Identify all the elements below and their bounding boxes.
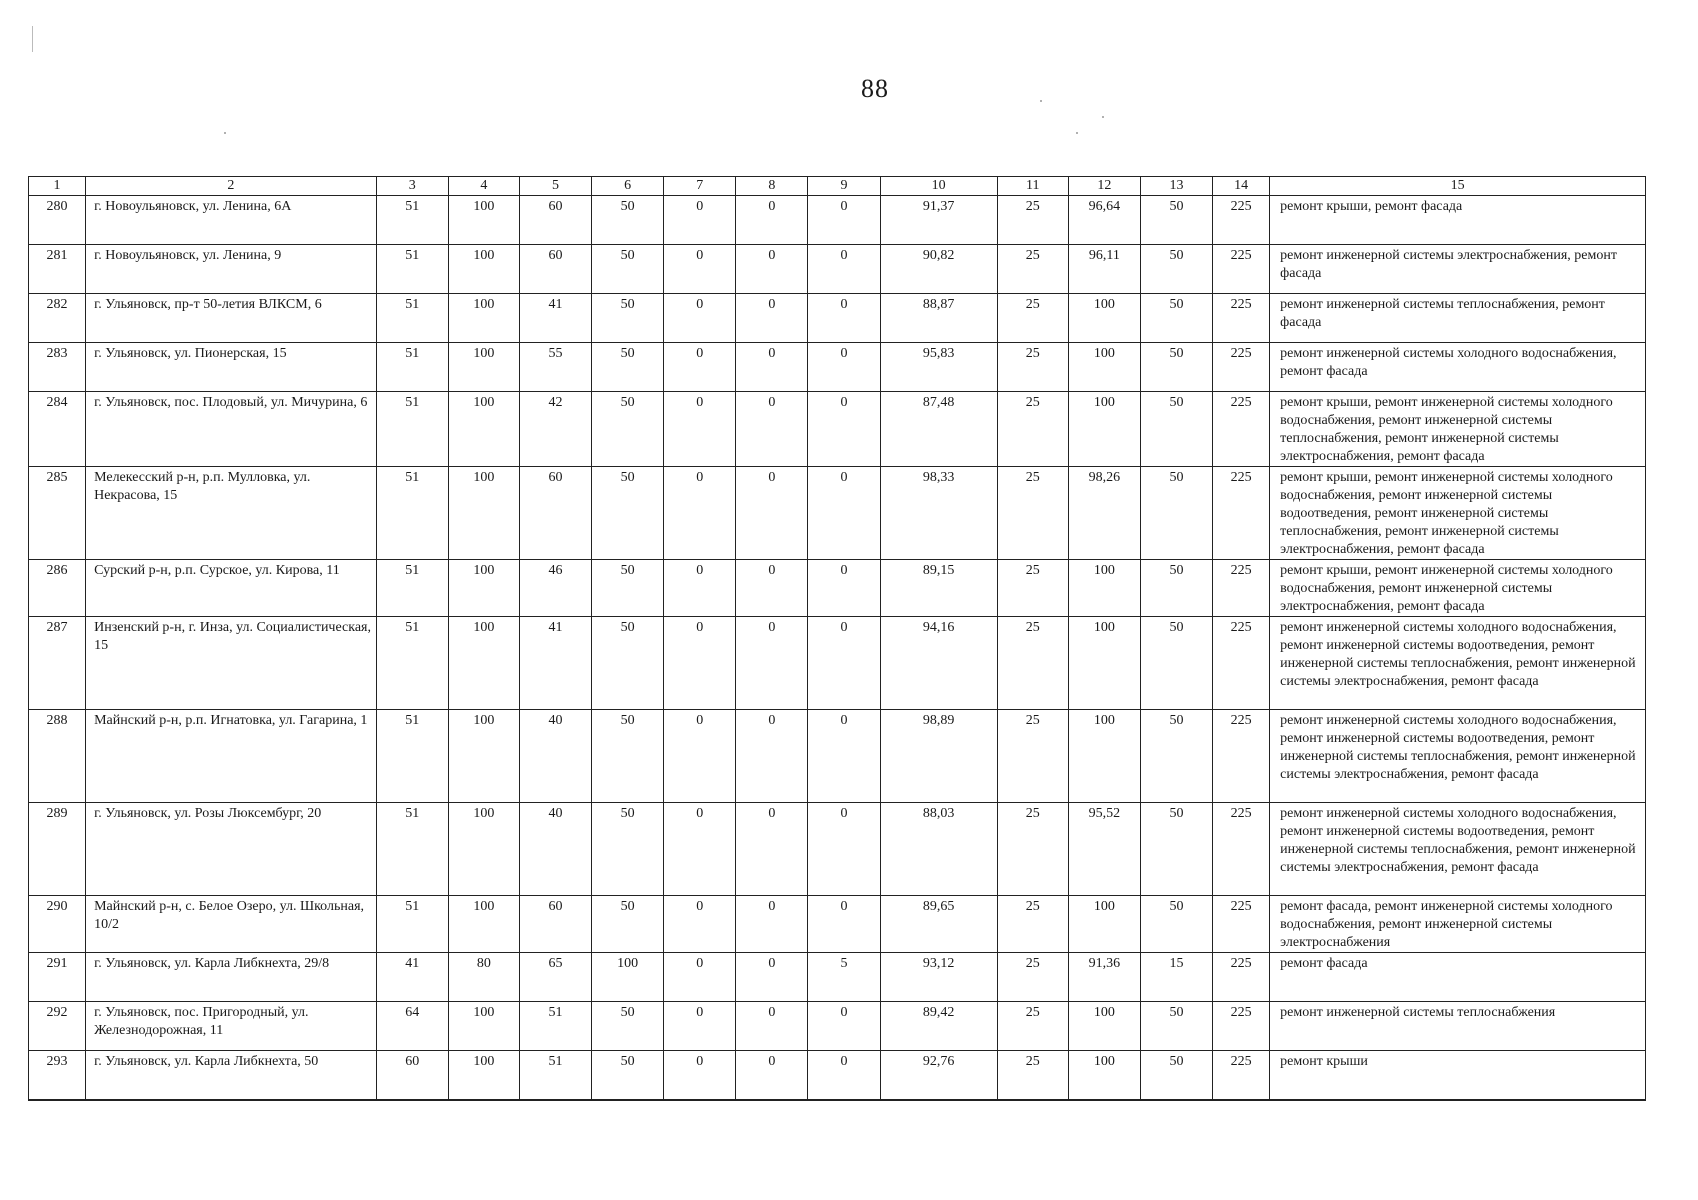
- cell-col-6: 50: [592, 196, 664, 245]
- cell-col-12: 95,52: [1068, 803, 1140, 896]
- cell-col-4: 100: [448, 1002, 519, 1051]
- cell-col-13: 50: [1140, 294, 1212, 343]
- cell-col-14: 225: [1213, 1051, 1270, 1100]
- table-row: [29, 1002, 1646, 1051]
- cell-col-6: 100: [592, 953, 664, 1002]
- cell-col-14: 225: [1213, 294, 1270, 343]
- cell-col-12: 96,11: [1068, 245, 1140, 294]
- cell-col-9: 0: [808, 392, 880, 467]
- cell-col-14: 225: [1213, 896, 1270, 953]
- cell-col-11: 25: [997, 1051, 1068, 1100]
- cell-col-11: 25: [997, 560, 1068, 617]
- column-header-5: 5: [519, 177, 591, 196]
- cell-col-9: 0: [808, 467, 880, 560]
- cell-work-types: ремонт крыши, ремонт фасада: [1270, 196, 1646, 245]
- cell-work-types: ремонт крыши, ремонт инженерной системы холодного водоснабжения, ремонт инженерной системы водоотведения, ремонт инженерной системы теплоснабжения, ремонт инженерной системы электроснабжения, ремонт фасада: [1270, 467, 1646, 560]
- cell-col-11: 25: [997, 245, 1068, 294]
- cell-col-13: 50: [1140, 710, 1212, 803]
- cell-address: г. Ульяновск, ул. Пионерская, 15: [86, 343, 377, 392]
- cell-row-number: 289: [29, 803, 86, 896]
- cell-col-9: 5: [808, 953, 880, 1002]
- cell-col-13: 50: [1140, 896, 1212, 953]
- cell-address: Мелекесский р-н, р.п. Мулловка, ул. Некрасова, 15: [86, 467, 377, 560]
- table-row: [29, 617, 1646, 710]
- cell-col-4: 100: [448, 467, 519, 560]
- cell-col-5: 51: [519, 1002, 591, 1051]
- cell-col-14: 225: [1213, 245, 1270, 294]
- cell-col-9: 0: [808, 560, 880, 617]
- cell-col-10: 93,12: [880, 953, 997, 1002]
- cell-address: Майнский р-н, р.п. Игнатовка, ул. Гагарина, 1: [86, 710, 377, 803]
- cell-col-13: 50: [1140, 343, 1212, 392]
- cell-col-8: 0: [736, 560, 808, 617]
- cell-work-types: ремонт инженерной системы электроснабжения, ремонт фасада: [1270, 245, 1646, 294]
- cell-col-14: 225: [1213, 343, 1270, 392]
- cell-col-12: 100: [1068, 710, 1140, 803]
- cell-col-12: 100: [1068, 343, 1140, 392]
- cell-col-3: 51: [376, 343, 448, 392]
- cell-col-4: 100: [448, 392, 519, 467]
- cell-row-number: 290: [29, 896, 86, 953]
- cell-col-11: 25: [997, 343, 1068, 392]
- table-row: [29, 1051, 1646, 1100]
- column-header-10: 10: [880, 177, 997, 196]
- cell-col-9: 0: [808, 803, 880, 896]
- cell-col-7: 0: [664, 245, 736, 294]
- cell-col-13: 50: [1140, 392, 1212, 467]
- scan-speck: [1102, 116, 1104, 118]
- cell-col-9: 0: [808, 896, 880, 953]
- cell-col-6: 50: [592, 560, 664, 617]
- cell-col-4: 100: [448, 896, 519, 953]
- cell-col-8: 0: [736, 803, 808, 896]
- cell-col-5: 41: [519, 294, 591, 343]
- cell-col-5: 60: [519, 467, 591, 560]
- cell-col-10: 98,33: [880, 467, 997, 560]
- cell-col-11: 25: [997, 617, 1068, 710]
- cell-col-4: 100: [448, 560, 519, 617]
- cell-col-10: 88,87: [880, 294, 997, 343]
- table-row: [29, 392, 1646, 467]
- cell-col-8: 0: [736, 343, 808, 392]
- table-row: [29, 710, 1646, 803]
- cell-row-number: 283: [29, 343, 86, 392]
- cell-row-number: 293: [29, 1051, 86, 1100]
- cell-col-3: 51: [376, 710, 448, 803]
- column-header-15: 15: [1270, 177, 1646, 196]
- scan-speck: [1040, 100, 1042, 102]
- cell-col-12: 91,36: [1068, 953, 1140, 1002]
- cell-col-8: 0: [736, 710, 808, 803]
- cell-address: Майнский р-н, с. Белое Озеро, ул. Школьная, 10/2: [86, 896, 377, 953]
- table-row: [29, 343, 1646, 392]
- cell-col-3: 41: [376, 953, 448, 1002]
- cell-col-9: 0: [808, 617, 880, 710]
- cell-col-12: 100: [1068, 1051, 1140, 1100]
- cell-work-types: ремонт инженерной системы теплоснабжения: [1270, 1002, 1646, 1051]
- cell-col-14: 225: [1213, 710, 1270, 803]
- column-header-3: 3: [376, 177, 448, 196]
- cell-col-5: 41: [519, 617, 591, 710]
- cell-col-11: 25: [997, 953, 1068, 1002]
- cell-col-3: 64: [376, 1002, 448, 1051]
- cell-col-5: 60: [519, 896, 591, 953]
- cell-col-9: 0: [808, 710, 880, 803]
- page-number: 88: [861, 74, 889, 103]
- cell-col-11: 25: [997, 196, 1068, 245]
- cell-col-6: 50: [592, 294, 664, 343]
- cell-col-12: 96,64: [1068, 196, 1140, 245]
- cell-col-6: 50: [592, 1051, 664, 1100]
- cell-address: г. Ульяновск, пр-т 50-летия ВЛКСМ, 6: [86, 294, 377, 343]
- cell-col-6: 50: [592, 467, 664, 560]
- cell-work-types: ремонт фасада, ремонт инженерной системы холодного водоснабжения, ремонт инженерной системы электроснабжения: [1270, 896, 1646, 953]
- cell-col-8: 0: [736, 617, 808, 710]
- column-header-12: 12: [1068, 177, 1140, 196]
- cell-col-6: 50: [592, 617, 664, 710]
- cell-work-types: ремонт крыши: [1270, 1051, 1646, 1100]
- cell-col-6: 50: [592, 1002, 664, 1051]
- column-header-2: 2: [86, 177, 377, 196]
- cell-col-13: 50: [1140, 803, 1212, 896]
- data-table: [28, 176, 1646, 1101]
- cell-row-number: 286: [29, 560, 86, 617]
- cell-col-9: 0: [808, 343, 880, 392]
- cell-row-number: 292: [29, 1002, 86, 1051]
- cell-work-types: ремонт инженерной системы холодного водоснабжения, ремонт инженерной системы водоотведения, ремонт инженерной системы теплоснабжения, ремонт инженерной системы электроснабжения, ремонт фасада: [1270, 803, 1646, 896]
- cell-col-12: 100: [1068, 1002, 1140, 1051]
- scan-speck: [1076, 132, 1078, 134]
- cell-col-8: 0: [736, 196, 808, 245]
- cell-col-7: 0: [664, 467, 736, 560]
- cell-col-5: 65: [519, 953, 591, 1002]
- cell-col-5: 40: [519, 803, 591, 896]
- cell-col-4: 100: [448, 617, 519, 710]
- cell-col-3: 51: [376, 392, 448, 467]
- table-row: [29, 896, 1646, 953]
- cell-address: г. Ульяновск, ул. Розы Люксембург, 20: [86, 803, 377, 896]
- cell-col-5: 60: [519, 196, 591, 245]
- cell-col-4: 100: [448, 196, 519, 245]
- cell-col-4: 100: [448, 245, 519, 294]
- cell-col-13: 50: [1140, 560, 1212, 617]
- cell-col-3: 51: [376, 294, 448, 343]
- cell-row-number: 280: [29, 196, 86, 245]
- cell-col-11: 25: [997, 467, 1068, 560]
- cell-row-number: 284: [29, 392, 86, 467]
- cell-col-3: 51: [376, 617, 448, 710]
- cell-col-14: 225: [1213, 467, 1270, 560]
- cell-col-13: 50: [1140, 1051, 1212, 1100]
- cell-col-5: 51: [519, 1051, 591, 1100]
- column-header-1: 1: [29, 177, 86, 196]
- column-header-13: 13: [1140, 177, 1212, 196]
- cell-col-14: 225: [1213, 196, 1270, 245]
- table-row: [29, 294, 1646, 343]
- column-header-9: 9: [808, 177, 880, 196]
- cell-row-number: 288: [29, 710, 86, 803]
- cell-work-types: ремонт инженерной системы холодного водоснабжения, ремонт фасада: [1270, 343, 1646, 392]
- cell-address: г. Ульяновск, ул. Карла Либкнехта, 50: [86, 1051, 377, 1100]
- cell-col-6: 50: [592, 896, 664, 953]
- cell-col-12: 100: [1068, 294, 1140, 343]
- cell-col-6: 50: [592, 803, 664, 896]
- cell-work-types: ремонт фасада: [1270, 953, 1646, 1002]
- cell-address: г. Ульяновск, ул. Карла Либкнехта, 29/8: [86, 953, 377, 1002]
- cell-col-4: 100: [448, 710, 519, 803]
- cell-col-4: 80: [448, 953, 519, 1002]
- cell-col-11: 25: [997, 710, 1068, 803]
- cell-col-3: 51: [376, 245, 448, 294]
- cell-col-13: 50: [1140, 245, 1212, 294]
- cell-col-11: 25: [997, 294, 1068, 343]
- cell-address: г. Новоульяновск, ул. Ленина, 6А: [86, 196, 377, 245]
- cell-col-10: 89,15: [880, 560, 997, 617]
- cell-col-8: 0: [736, 896, 808, 953]
- table-row: [29, 560, 1646, 617]
- cell-address: г. Новоульяновск, ул. Ленина, 9: [86, 245, 377, 294]
- column-header-8: 8: [736, 177, 808, 196]
- cell-col-7: 0: [664, 560, 736, 617]
- column-header-7: 7: [664, 177, 736, 196]
- cell-col-3: 51: [376, 467, 448, 560]
- column-header-11: 11: [997, 177, 1068, 196]
- cell-col-14: 225: [1213, 392, 1270, 467]
- cell-row-number: 285: [29, 467, 86, 560]
- cell-work-types: ремонт инженерной системы холодного водоснабжения, ремонт инженерной системы водоотведения, ремонт инженерной системы теплоснабжения, ремонт инженерной системы электроснабжения, ремонт фасада: [1270, 617, 1646, 710]
- cell-col-14: 225: [1213, 1002, 1270, 1051]
- cell-col-11: 25: [997, 896, 1068, 953]
- cell-col-3: 51: [376, 196, 448, 245]
- cell-col-14: 225: [1213, 803, 1270, 896]
- cell-col-7: 0: [664, 803, 736, 896]
- cell-col-12: 100: [1068, 617, 1140, 710]
- cell-col-4: 100: [448, 294, 519, 343]
- table-row: [29, 803, 1646, 896]
- cell-col-10: 98,89: [880, 710, 997, 803]
- cell-col-10: 94,16: [880, 617, 997, 710]
- cell-col-5: 42: [519, 392, 591, 467]
- table-row: [29, 953, 1646, 1002]
- cell-col-13: 50: [1140, 1002, 1212, 1051]
- cell-col-9: 0: [808, 1051, 880, 1100]
- table-header-row: [29, 177, 1646, 196]
- cell-row-number: 287: [29, 617, 86, 710]
- cell-work-types: ремонт инженерной системы теплоснабжения, ремонт фасада: [1270, 294, 1646, 343]
- cell-work-types: ремонт крыши, ремонт инженерной системы холодного водоснабжения, ремонт инженерной системы теплоснабжения, ремонт инженерной системы электроснабжения, ремонт фасада: [1270, 392, 1646, 467]
- cell-col-8: 0: [736, 294, 808, 343]
- scan-artifact-mark: [32, 26, 33, 52]
- cell-col-5: 60: [519, 245, 591, 294]
- cell-col-8: 0: [736, 953, 808, 1002]
- cell-col-10: 95,83: [880, 343, 997, 392]
- cell-address: Инзенский р-н, г. Инза, ул. Социалистическая, 15: [86, 617, 377, 710]
- cell-col-5: 46: [519, 560, 591, 617]
- cell-col-5: 55: [519, 343, 591, 392]
- cell-col-3: 51: [376, 560, 448, 617]
- cell-col-14: 225: [1213, 617, 1270, 710]
- cell-col-12: 100: [1068, 560, 1140, 617]
- cell-col-8: 0: [736, 245, 808, 294]
- cell-col-9: 0: [808, 196, 880, 245]
- cell-col-3: 51: [376, 803, 448, 896]
- cell-work-types: ремонт инженерной системы холодного водоснабжения, ремонт инженерной системы водоотведения, ремонт инженерной системы теплоснабжения, ремонт инженерной системы электроснабжения, ремонт фасада: [1270, 710, 1646, 803]
- cell-col-10: 89,65: [880, 896, 997, 953]
- cell-col-7: 0: [664, 953, 736, 1002]
- cell-col-7: 0: [664, 1051, 736, 1100]
- cell-address: г. Ульяновск, пос. Пригородный, ул. Железнодорожная, 11: [86, 1002, 377, 1051]
- cell-col-5: 40: [519, 710, 591, 803]
- cell-col-9: 0: [808, 1002, 880, 1051]
- cell-col-10: 92,76: [880, 1051, 997, 1100]
- cell-row-number: 281: [29, 245, 86, 294]
- cell-col-10: 90,82: [880, 245, 997, 294]
- cell-col-12: 100: [1068, 896, 1140, 953]
- cell-col-8: 0: [736, 1002, 808, 1051]
- cell-col-11: 25: [997, 392, 1068, 467]
- table-row: [29, 196, 1646, 245]
- cell-col-9: 0: [808, 245, 880, 294]
- cell-col-7: 0: [664, 294, 736, 343]
- table-body: [29, 196, 1646, 1100]
- cell-col-7: 0: [664, 392, 736, 467]
- cell-col-3: 51: [376, 896, 448, 953]
- cell-work-types: ремонт крыши, ремонт инженерной системы холодного водоснабжения, ремонт инженерной системы электроснабжения, ремонт фасада: [1270, 560, 1646, 617]
- cell-col-14: 225: [1213, 953, 1270, 1002]
- cell-col-4: 100: [448, 343, 519, 392]
- table-row: [29, 245, 1646, 294]
- column-header-6: 6: [592, 177, 664, 196]
- cell-col-10: 91,37: [880, 196, 997, 245]
- cell-row-number: 291: [29, 953, 86, 1002]
- cell-address: г. Ульяновск, пос. Плодовый, ул. Мичурина, 6: [86, 392, 377, 467]
- cell-col-7: 0: [664, 1002, 736, 1051]
- cell-col-8: 0: [736, 467, 808, 560]
- cell-col-13: 50: [1140, 196, 1212, 245]
- cell-col-13: 15: [1140, 953, 1212, 1002]
- cell-col-13: 50: [1140, 617, 1212, 710]
- cell-col-4: 100: [448, 1051, 519, 1100]
- cell-col-6: 50: [592, 710, 664, 803]
- cell-col-12: 98,26: [1068, 467, 1140, 560]
- cell-col-7: 0: [664, 343, 736, 392]
- cell-col-13: 50: [1140, 467, 1212, 560]
- cell-col-7: 0: [664, 196, 736, 245]
- cell-address: Сурский р-н, р.п. Сурское, ул. Кирова, 11: [86, 560, 377, 617]
- cell-row-number: 282: [29, 294, 86, 343]
- cell-col-7: 0: [664, 710, 736, 803]
- cell-col-7: 0: [664, 617, 736, 710]
- cell-col-10: 88,03: [880, 803, 997, 896]
- cell-col-7: 0: [664, 896, 736, 953]
- cell-col-3: 60: [376, 1051, 448, 1100]
- cell-col-11: 25: [997, 1002, 1068, 1051]
- column-header-4: 4: [448, 177, 519, 196]
- table-row: [29, 467, 1646, 560]
- cell-col-8: 0: [736, 392, 808, 467]
- cell-col-10: 89,42: [880, 1002, 997, 1051]
- scan-speck: [224, 132, 226, 134]
- cell-col-11: 25: [997, 803, 1068, 896]
- column-header-14: 14: [1213, 177, 1270, 196]
- cell-col-10: 87,48: [880, 392, 997, 467]
- cell-col-14: 225: [1213, 560, 1270, 617]
- cell-col-9: 0: [808, 294, 880, 343]
- cell-col-4: 100: [448, 803, 519, 896]
- cell-col-6: 50: [592, 343, 664, 392]
- cell-col-12: 100: [1068, 392, 1140, 467]
- cell-col-6: 50: [592, 392, 664, 467]
- cell-col-8: 0: [736, 1051, 808, 1100]
- cell-col-6: 50: [592, 245, 664, 294]
